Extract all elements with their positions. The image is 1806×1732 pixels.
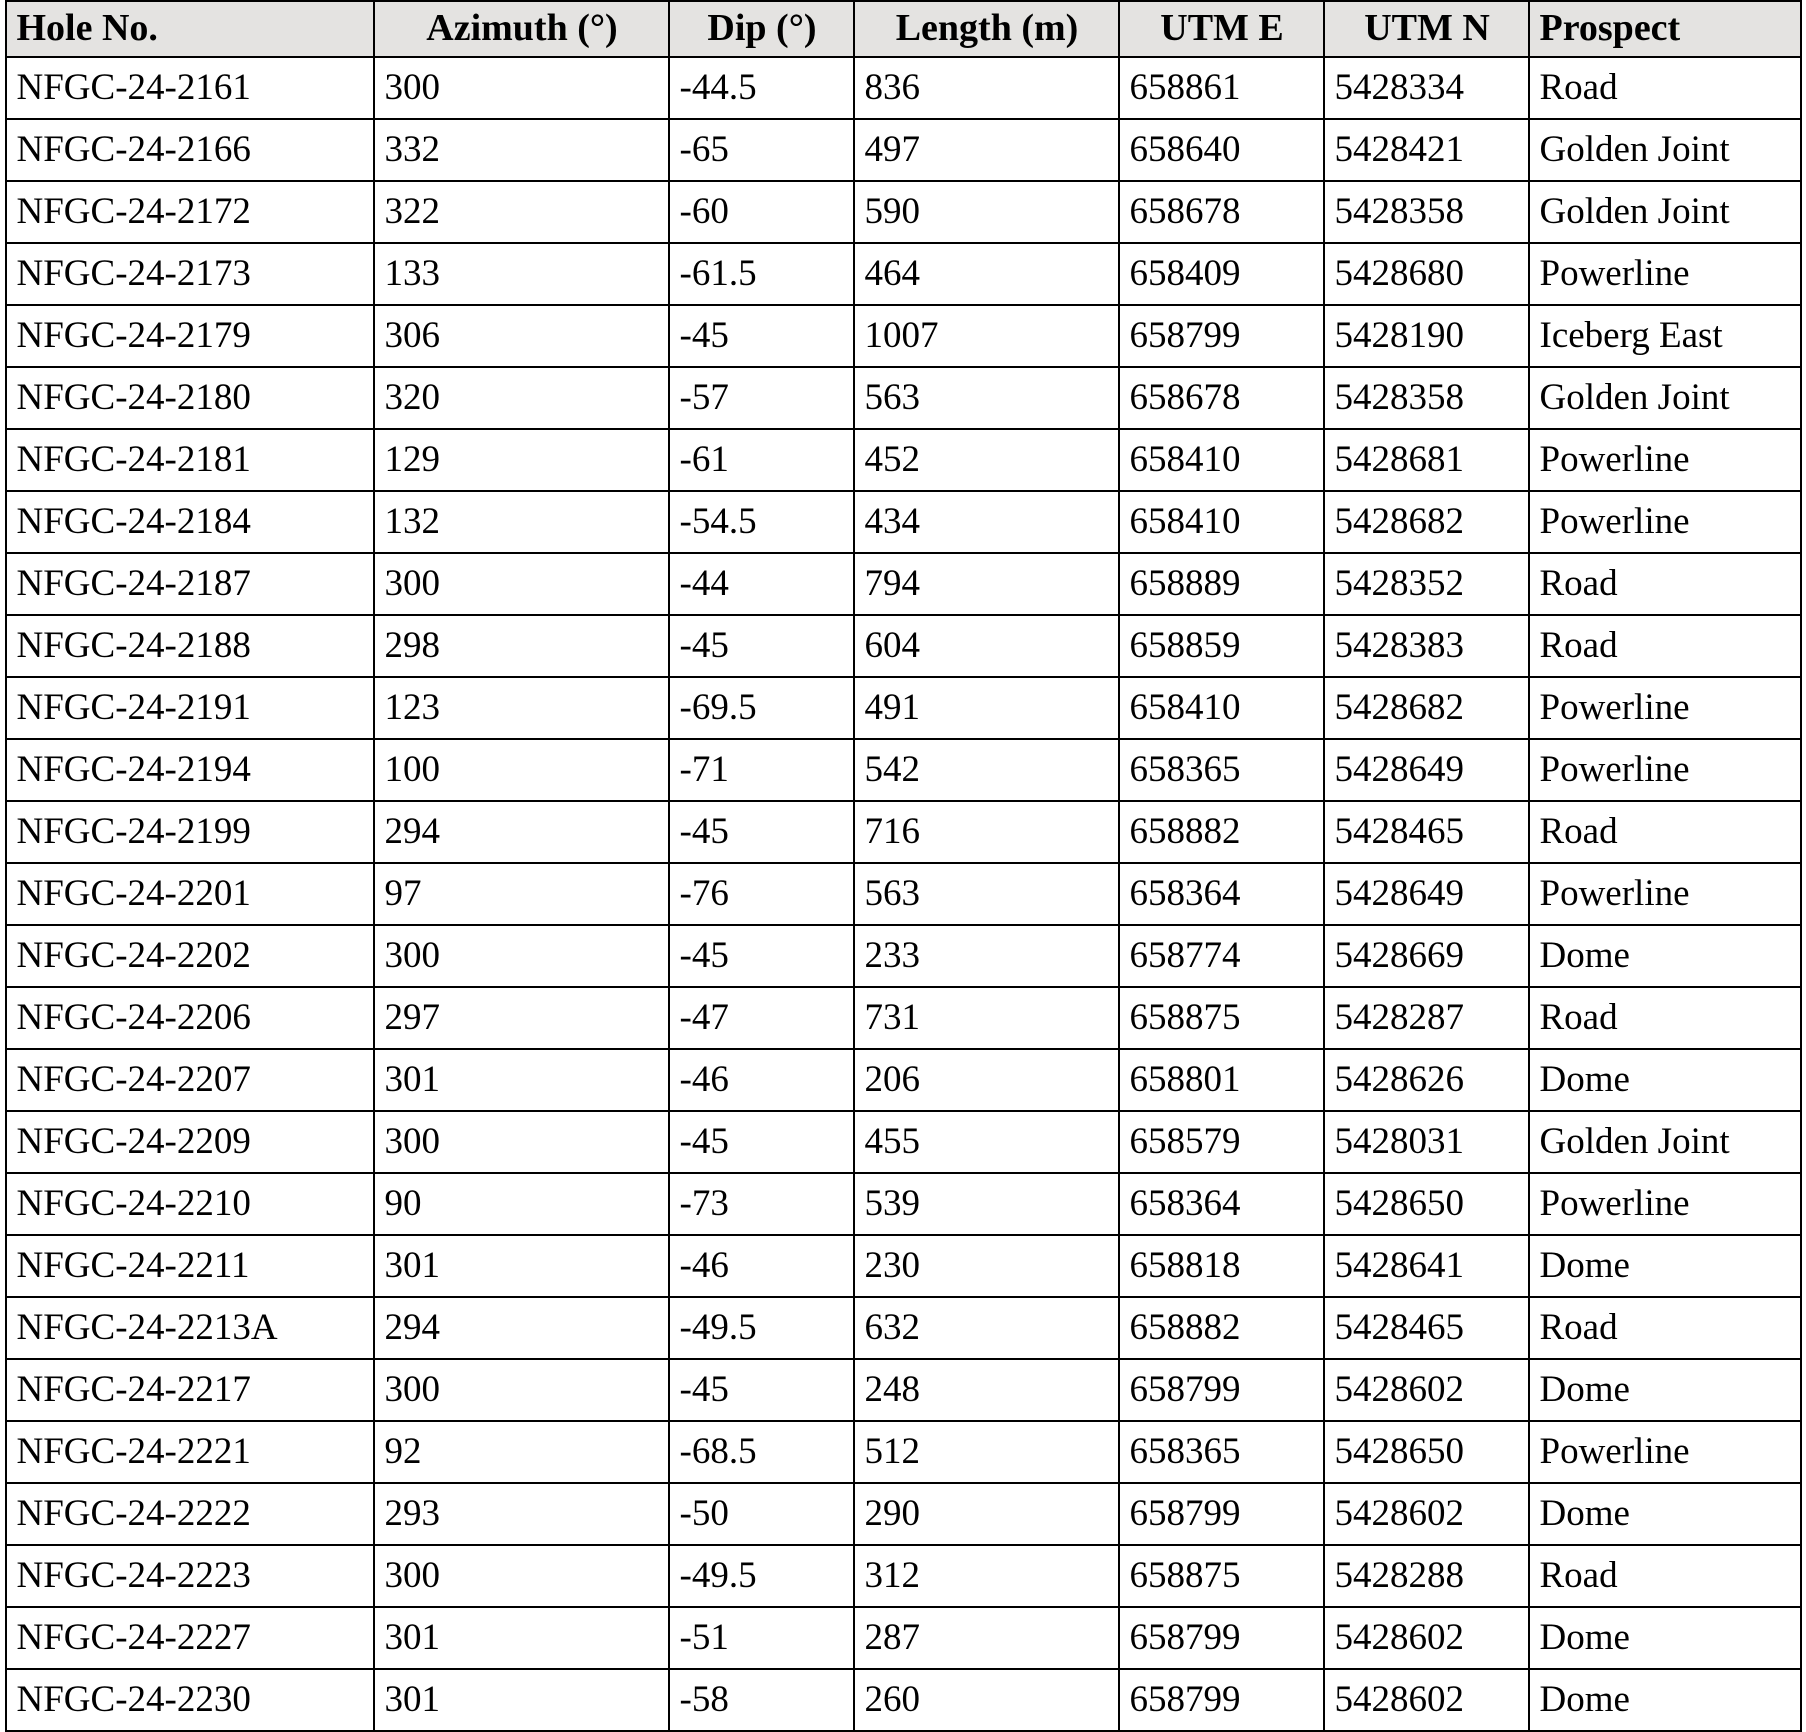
table-row [6,1545,1801,1607]
cell-prospect: Road [1529,57,1801,119]
table-row [6,305,1801,367]
table-row [6,801,1801,863]
cell-utm_e: 658364 [1119,1173,1324,1235]
cell-hole_no: NFGC-24-2202 [6,925,374,987]
cell-utm_n: 5428602 [1324,1359,1529,1421]
cell-utm_e: 658882 [1119,1297,1324,1359]
cell-azimuth: 320 [374,367,669,429]
cell-prospect: Dome [1529,925,1801,987]
table-row [6,925,1801,987]
cell-prospect: Powerline [1529,243,1801,305]
cell-azimuth: 92 [374,1421,669,1483]
column-header-utm-e: UTM E [1119,1,1324,57]
cell-azimuth: 97 [374,863,669,925]
cell-utm_e: 658799 [1119,1669,1324,1731]
cell-hole_no: NFGC-24-2210 [6,1173,374,1235]
cell-prospect: Iceberg East [1529,305,1801,367]
cell-length: 312 [854,1545,1119,1607]
cell-dip: -69.5 [669,677,854,739]
cell-azimuth: 100 [374,739,669,801]
cell-prospect: Road [1529,615,1801,677]
cell-hole_no: NFGC-24-2227 [6,1607,374,1669]
cell-azimuth: 301 [374,1235,669,1297]
table-row [6,863,1801,925]
cell-utm_e: 658579 [1119,1111,1324,1173]
cell-dip: -45 [669,615,854,677]
cell-utm_e: 658875 [1119,987,1324,1049]
table-row [6,1173,1801,1235]
cell-length: 632 [854,1297,1119,1359]
cell-hole_no: NFGC-24-2217 [6,1359,374,1421]
cell-dip: -76 [669,863,854,925]
cell-dip: -45 [669,925,854,987]
cell-prospect: Powerline [1529,429,1801,491]
column-header-utm-n: UTM N [1324,1,1529,57]
cell-dip: -61 [669,429,854,491]
cell-prospect: Road [1529,801,1801,863]
cell-utm_e: 658410 [1119,491,1324,553]
cell-azimuth: 301 [374,1607,669,1669]
cell-hole_no: NFGC-24-2211 [6,1235,374,1297]
cell-azimuth: 300 [374,925,669,987]
cell-hole_no: NFGC-24-2173 [6,243,374,305]
table-row [6,1669,1801,1731]
table-row [6,243,1801,305]
cell-utm_n: 5428031 [1324,1111,1529,1173]
cell-utm_e: 658799 [1119,305,1324,367]
cell-dip: -50 [669,1483,854,1545]
cell-length: 452 [854,429,1119,491]
cell-utm_n: 5428287 [1324,987,1529,1049]
cell-prospect: Powerline [1529,1421,1801,1483]
cell-prospect: Powerline [1529,863,1801,925]
table-row [6,367,1801,429]
cell-utm_n: 5428383 [1324,615,1529,677]
cell-utm_n: 5428669 [1324,925,1529,987]
cell-dip: -65 [669,119,854,181]
cell-length: 836 [854,57,1119,119]
cell-azimuth: 90 [374,1173,669,1235]
table-row [6,1421,1801,1483]
cell-utm_n: 5428681 [1324,429,1529,491]
cell-length: 260 [854,1669,1119,1731]
cell-prospect: Golden Joint [1529,367,1801,429]
table-row [6,1235,1801,1297]
cell-azimuth: 306 [374,305,669,367]
cell-utm_e: 658801 [1119,1049,1324,1111]
table-body [6,57,1801,1731]
cell-utm_n: 5428650 [1324,1421,1529,1483]
cell-azimuth: 300 [374,553,669,615]
cell-dip: -45 [669,1111,854,1173]
column-header-azimuth: Azimuth (°) [374,1,669,57]
cell-prospect: Road [1529,553,1801,615]
cell-prospect: Dome [1529,1049,1801,1111]
cell-utm_n: 5428626 [1324,1049,1529,1111]
cell-azimuth: 123 [374,677,669,739]
cell-utm_n: 5428358 [1324,367,1529,429]
cell-utm_n: 5428680 [1324,243,1529,305]
cell-utm_e: 658365 [1119,739,1324,801]
cell-prospect: Dome [1529,1669,1801,1731]
cell-utm_e: 658875 [1119,1545,1324,1607]
cell-length: 590 [854,181,1119,243]
cell-dip: -49.5 [669,1545,854,1607]
cell-prospect: Road [1529,1297,1801,1359]
cell-azimuth: 300 [374,1545,669,1607]
cell-utm_n: 5428465 [1324,1297,1529,1359]
cell-hole_no: NFGC-24-2209 [6,1111,374,1173]
cell-azimuth: 300 [374,1111,669,1173]
cell-dip: -49.5 [669,1297,854,1359]
cell-hole_no: NFGC-24-2206 [6,987,374,1049]
cell-dip: -46 [669,1235,854,1297]
cell-prospect: Road [1529,1545,1801,1607]
table-row [6,119,1801,181]
cell-utm_n: 5428602 [1324,1607,1529,1669]
cell-prospect: Road [1529,987,1801,1049]
table-row [6,491,1801,553]
cell-utm_n: 5428288 [1324,1545,1529,1607]
cell-length: 539 [854,1173,1119,1235]
cell-prospect: Powerline [1529,677,1801,739]
cell-utm_n: 5428421 [1324,119,1529,181]
table-row [6,739,1801,801]
table-row [6,615,1801,677]
cell-utm_n: 5428334 [1324,57,1529,119]
cell-length: 731 [854,987,1119,1049]
cell-length: 233 [854,925,1119,987]
table-header-row [6,1,1801,57]
cell-dip: -60 [669,181,854,243]
cell-hole_no: NFGC-24-2181 [6,429,374,491]
cell-utm_n: 5428358 [1324,181,1529,243]
cell-length: 563 [854,367,1119,429]
cell-prospect: Dome [1529,1235,1801,1297]
cell-hole_no: NFGC-24-2223 [6,1545,374,1607]
cell-azimuth: 293 [374,1483,669,1545]
cell-utm_n: 5428649 [1324,863,1529,925]
cell-hole_no: NFGC-24-2184 [6,491,374,553]
cell-prospect: Golden Joint [1529,1111,1801,1173]
cell-length: 206 [854,1049,1119,1111]
cell-hole_no: NFGC-24-2191 [6,677,374,739]
cell-dip: -46 [669,1049,854,1111]
cell-prospect: Dome [1529,1359,1801,1421]
cell-dip: -47 [669,987,854,1049]
cell-utm_n: 5428352 [1324,553,1529,615]
cell-dip: -68.5 [669,1421,854,1483]
table-row [6,553,1801,615]
cell-utm_e: 658859 [1119,615,1324,677]
column-header-hole-no: Hole No. [6,1,374,57]
cell-utm_e: 658861 [1119,57,1324,119]
cell-length: 794 [854,553,1119,615]
cell-dip: -45 [669,305,854,367]
cell-hole_no: NFGC-24-2230 [6,1669,374,1731]
cell-length: 290 [854,1483,1119,1545]
cell-utm_e: 658640 [1119,119,1324,181]
cell-length: 491 [854,677,1119,739]
cell-dip: -45 [669,801,854,863]
cell-utm_n: 5428190 [1324,305,1529,367]
cell-length: 1007 [854,305,1119,367]
cell-length: 716 [854,801,1119,863]
cell-utm_e: 658364 [1119,863,1324,925]
cell-hole_no: NFGC-24-2194 [6,739,374,801]
cell-prospect: Powerline [1529,491,1801,553]
cell-azimuth: 132 [374,491,669,553]
table-row [6,1607,1801,1669]
cell-length: 512 [854,1421,1119,1483]
cell-length: 230 [854,1235,1119,1297]
cell-utm_e: 658678 [1119,181,1324,243]
cell-hole_no: NFGC-24-2221 [6,1421,374,1483]
cell-prospect: Powerline [1529,1173,1801,1235]
cell-prospect: Golden Joint [1529,181,1801,243]
cell-prospect: Powerline [1529,739,1801,801]
cell-length: 542 [854,739,1119,801]
cell-length: 434 [854,491,1119,553]
cell-azimuth: 129 [374,429,669,491]
cell-utm_e: 658365 [1119,1421,1324,1483]
cell-prospect: Golden Joint [1529,119,1801,181]
cell-utm_e: 658818 [1119,1235,1324,1297]
cell-hole_no: NFGC-24-2213A [6,1297,374,1359]
cell-utm_e: 658799 [1119,1483,1324,1545]
cell-dip: -61.5 [669,243,854,305]
cell-utm_e: 658410 [1119,677,1324,739]
table-row [6,181,1801,243]
cell-dip: -45 [669,1359,854,1421]
table-row [6,57,1801,119]
cell-utm_e: 658678 [1119,367,1324,429]
table-row [6,1111,1801,1173]
cell-utm_e: 658799 [1119,1607,1324,1669]
cell-length: 497 [854,119,1119,181]
column-header-length: Length (m) [854,1,1119,57]
cell-dip: -54.5 [669,491,854,553]
cell-hole_no: NFGC-24-2222 [6,1483,374,1545]
cell-utm_n: 5428641 [1324,1235,1529,1297]
cell-utm_n: 5428465 [1324,801,1529,863]
cell-azimuth: 300 [374,57,669,119]
cell-hole_no: NFGC-24-2180 [6,367,374,429]
table-row [6,429,1801,491]
table-row [6,987,1801,1049]
cell-azimuth: 297 [374,987,669,1049]
cell-utm_e: 658799 [1119,1359,1324,1421]
cell-utm_e: 658882 [1119,801,1324,863]
cell-prospect: Dome [1529,1483,1801,1545]
column-header-dip: Dip (°) [669,1,854,57]
cell-utm_n: 5428682 [1324,677,1529,739]
cell-utm_n: 5428650 [1324,1173,1529,1235]
cell-utm_n: 5428682 [1324,491,1529,553]
cell-azimuth: 133 [374,243,669,305]
cell-utm_e: 658889 [1119,553,1324,615]
cell-azimuth: 332 [374,119,669,181]
table-header [6,1,1801,57]
cell-utm_n: 5428602 [1324,1669,1529,1731]
cell-hole_no: NFGC-24-2179 [6,305,374,367]
column-header-prospect: Prospect [1529,1,1801,57]
cell-length: 287 [854,1607,1119,1669]
cell-azimuth: 294 [374,801,669,863]
cell-dip: -71 [669,739,854,801]
cell-prospect: Dome [1529,1607,1801,1669]
cell-hole_no: NFGC-24-2188 [6,615,374,677]
cell-utm_e: 658774 [1119,925,1324,987]
cell-azimuth: 298 [374,615,669,677]
table-row [6,1359,1801,1421]
cell-dip: -44 [669,553,854,615]
drill-hole-table [5,0,1802,1732]
cell-hole_no: NFGC-24-2201 [6,863,374,925]
cell-utm_n: 5428602 [1324,1483,1529,1545]
cell-azimuth: 322 [374,181,669,243]
table-row [6,677,1801,739]
cell-length: 248 [854,1359,1119,1421]
cell-dip: -58 [669,1669,854,1731]
cell-utm_n: 5428649 [1324,739,1529,801]
cell-length: 604 [854,615,1119,677]
cell-azimuth: 294 [374,1297,669,1359]
cell-dip: -57 [669,367,854,429]
cell-dip: -44.5 [669,57,854,119]
table-row [6,1049,1801,1111]
cell-hole_no: NFGC-24-2199 [6,801,374,863]
cell-azimuth: 301 [374,1669,669,1731]
table-row [6,1483,1801,1545]
cell-length: 464 [854,243,1119,305]
cell-hole_no: NFGC-24-2187 [6,553,374,615]
cell-dip: -73 [669,1173,854,1235]
cell-length: 455 [854,1111,1119,1173]
cell-utm_e: 658410 [1119,429,1324,491]
cell-hole_no: NFGC-24-2172 [6,181,374,243]
cell-hole_no: NFGC-24-2161 [6,57,374,119]
cell-azimuth: 301 [374,1049,669,1111]
cell-utm_e: 658409 [1119,243,1324,305]
cell-hole_no: NFGC-24-2207 [6,1049,374,1111]
cell-azimuth: 300 [374,1359,669,1421]
cell-hole_no: NFGC-24-2166 [6,119,374,181]
cell-length: 563 [854,863,1119,925]
cell-dip: -51 [669,1607,854,1669]
table-row [6,1297,1801,1359]
